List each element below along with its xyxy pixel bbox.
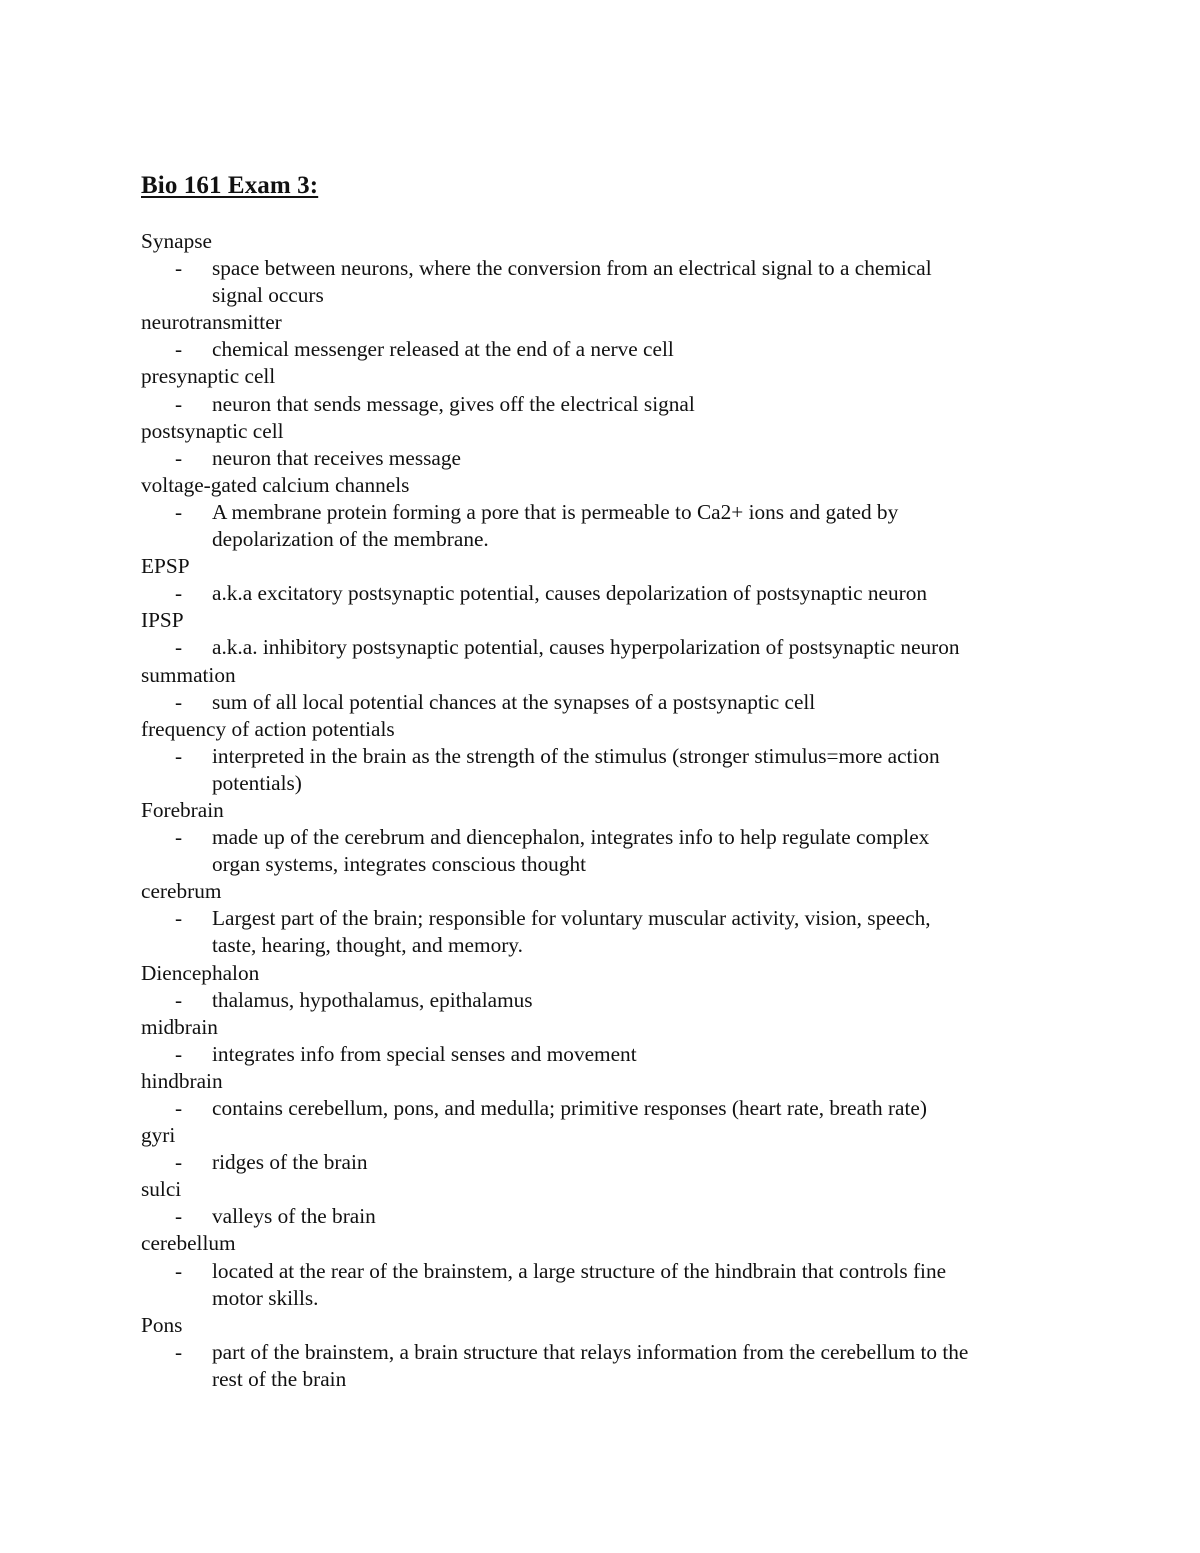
definition-text: space between neurons, where the conversion from an electrical signal to a chemical signal occurs <box>212 256 932 308</box>
bullet-dash: - <box>175 337 183 362</box>
term-label: cerebellum <box>141 1231 236 1256</box>
term-label: midbrain <box>141 1014 218 1039</box>
definition-text: made up of the cerebrum and diencephalon, integrates info to help regulate complex organ systems, integrates conscious thought <box>212 825 930 877</box>
definition-text: a.k.a excitatory postsynaptic potential, causes depolarization of postsynaptic neuron <box>212 581 928 606</box>
term-label: voltage-gated calcium channels <box>141 472 410 497</box>
term-label: Pons <box>141 1312 183 1337</box>
bullet-dash: - <box>175 1150 183 1175</box>
definition-item <box>141 634 1071 661</box>
term-label: summation <box>141 662 236 687</box>
definition-text: neuron that sends message, gives off the electrical signal <box>212 391 695 416</box>
bullet-dash: - <box>175 1258 183 1283</box>
bullet-dash: - <box>175 906 183 931</box>
definition-text: a.k.a. inhibitory postsynaptic potential, causes hyperpolarization of postsynaptic neuron <box>212 635 960 660</box>
term-label: EPSP <box>141 554 190 579</box>
term-label: neurotransmitter <box>141 310 282 335</box>
term-label: hindbrain <box>141 1068 223 1093</box>
definition-text: chemical messenger released at the end of a nerve cell <box>212 337 674 362</box>
definition-item <box>141 499 1071 553</box>
term-label: postsynaptic cell <box>141 418 284 443</box>
bullet-dash: - <box>175 499 183 524</box>
definition-text: A membrane protein forming a pore that is permeable to Ca2+ ions and gated by depolarization of the membrane. <box>212 499 899 552</box>
definition-item <box>141 905 1071 959</box>
bullet-dash: - <box>175 987 183 1012</box>
definition-item <box>141 689 1071 716</box>
definition-item <box>141 1339 1071 1393</box>
term-label: presynaptic cell <box>141 364 276 389</box>
term-label: Diencephalon <box>141 960 260 985</box>
definition-text: valleys of the brain <box>212 1204 376 1229</box>
notes-list <box>141 228 1071 1393</box>
definition-text: sum of all local potential chances at the synapses of a postsynaptic cell <box>212 689 816 714</box>
definition-text: ridges of the brain <box>212 1150 368 1175</box>
definition-item <box>141 336 1071 363</box>
definition-text: part of the brainstem, a brain structure that relays information from the cerebellum to the rest of the brain <box>212 1339 969 1391</box>
bullet-dash: - <box>175 825 183 850</box>
bullet-dash: - <box>175 689 183 714</box>
bullet-dash: - <box>175 445 183 470</box>
definition-item <box>141 1041 1071 1068</box>
definition-item <box>141 1095 1071 1122</box>
term-label: Forebrain <box>141 797 224 822</box>
definition-text: integrates info from special senses and movement <box>212 1041 637 1066</box>
bullet-dash: - <box>175 635 183 660</box>
term-label: frequency of action potentials <box>141 716 395 741</box>
bullet-dash: - <box>175 743 183 768</box>
definition-item <box>141 743 1071 797</box>
definition-item <box>141 1258 1071 1312</box>
bullet-dash: - <box>175 391 183 416</box>
bullet-dash: - <box>175 1204 183 1229</box>
definition-text: neuron that receives message <box>212 445 461 470</box>
definition-text: thalamus, hypothalamus, epithalamus <box>212 987 533 1012</box>
definition-item <box>141 580 1071 607</box>
definition-item <box>141 1149 1071 1176</box>
definition-item <box>141 824 1071 878</box>
page-title: Bio 161 Exam 3: <box>141 172 319 199</box>
definition-text: contains cerebellum, pons, and medulla; primitive responses (heart rate, breath rate) <box>212 1096 927 1120</box>
bullet-dash: - <box>175 256 183 281</box>
definition-item <box>141 445 1071 472</box>
definition-text: Largest part of the brain; responsible for voluntary muscular activity, vision, speech, taste, hearing, thought, and memory. <box>212 906 931 958</box>
definition-item <box>141 391 1071 418</box>
term-label: Synapse <box>141 229 212 253</box>
term-label: sulci <box>141 1177 182 1202</box>
bullet-dash: - <box>175 1339 183 1364</box>
definition-item <box>141 1203 1071 1230</box>
definition-text: located at the rear of the brainstem, a large structure of the hindbrain that controls fine motor skills. <box>212 1258 947 1310</box>
bullet-dash: - <box>175 581 183 606</box>
term-label: IPSP <box>141 608 184 633</box>
term-label: gyri <box>141 1123 176 1148</box>
definition-item <box>141 255 1071 309</box>
definition-text: interpreted in the brain as the strength of the stimulus (stronger stimulus=more action potentials) <box>212 743 940 795</box>
definition-item <box>141 987 1071 1014</box>
bullet-dash: - <box>175 1096 183 1120</box>
term-label: cerebrum <box>141 879 222 904</box>
bullet-dash: - <box>175 1041 183 1066</box>
